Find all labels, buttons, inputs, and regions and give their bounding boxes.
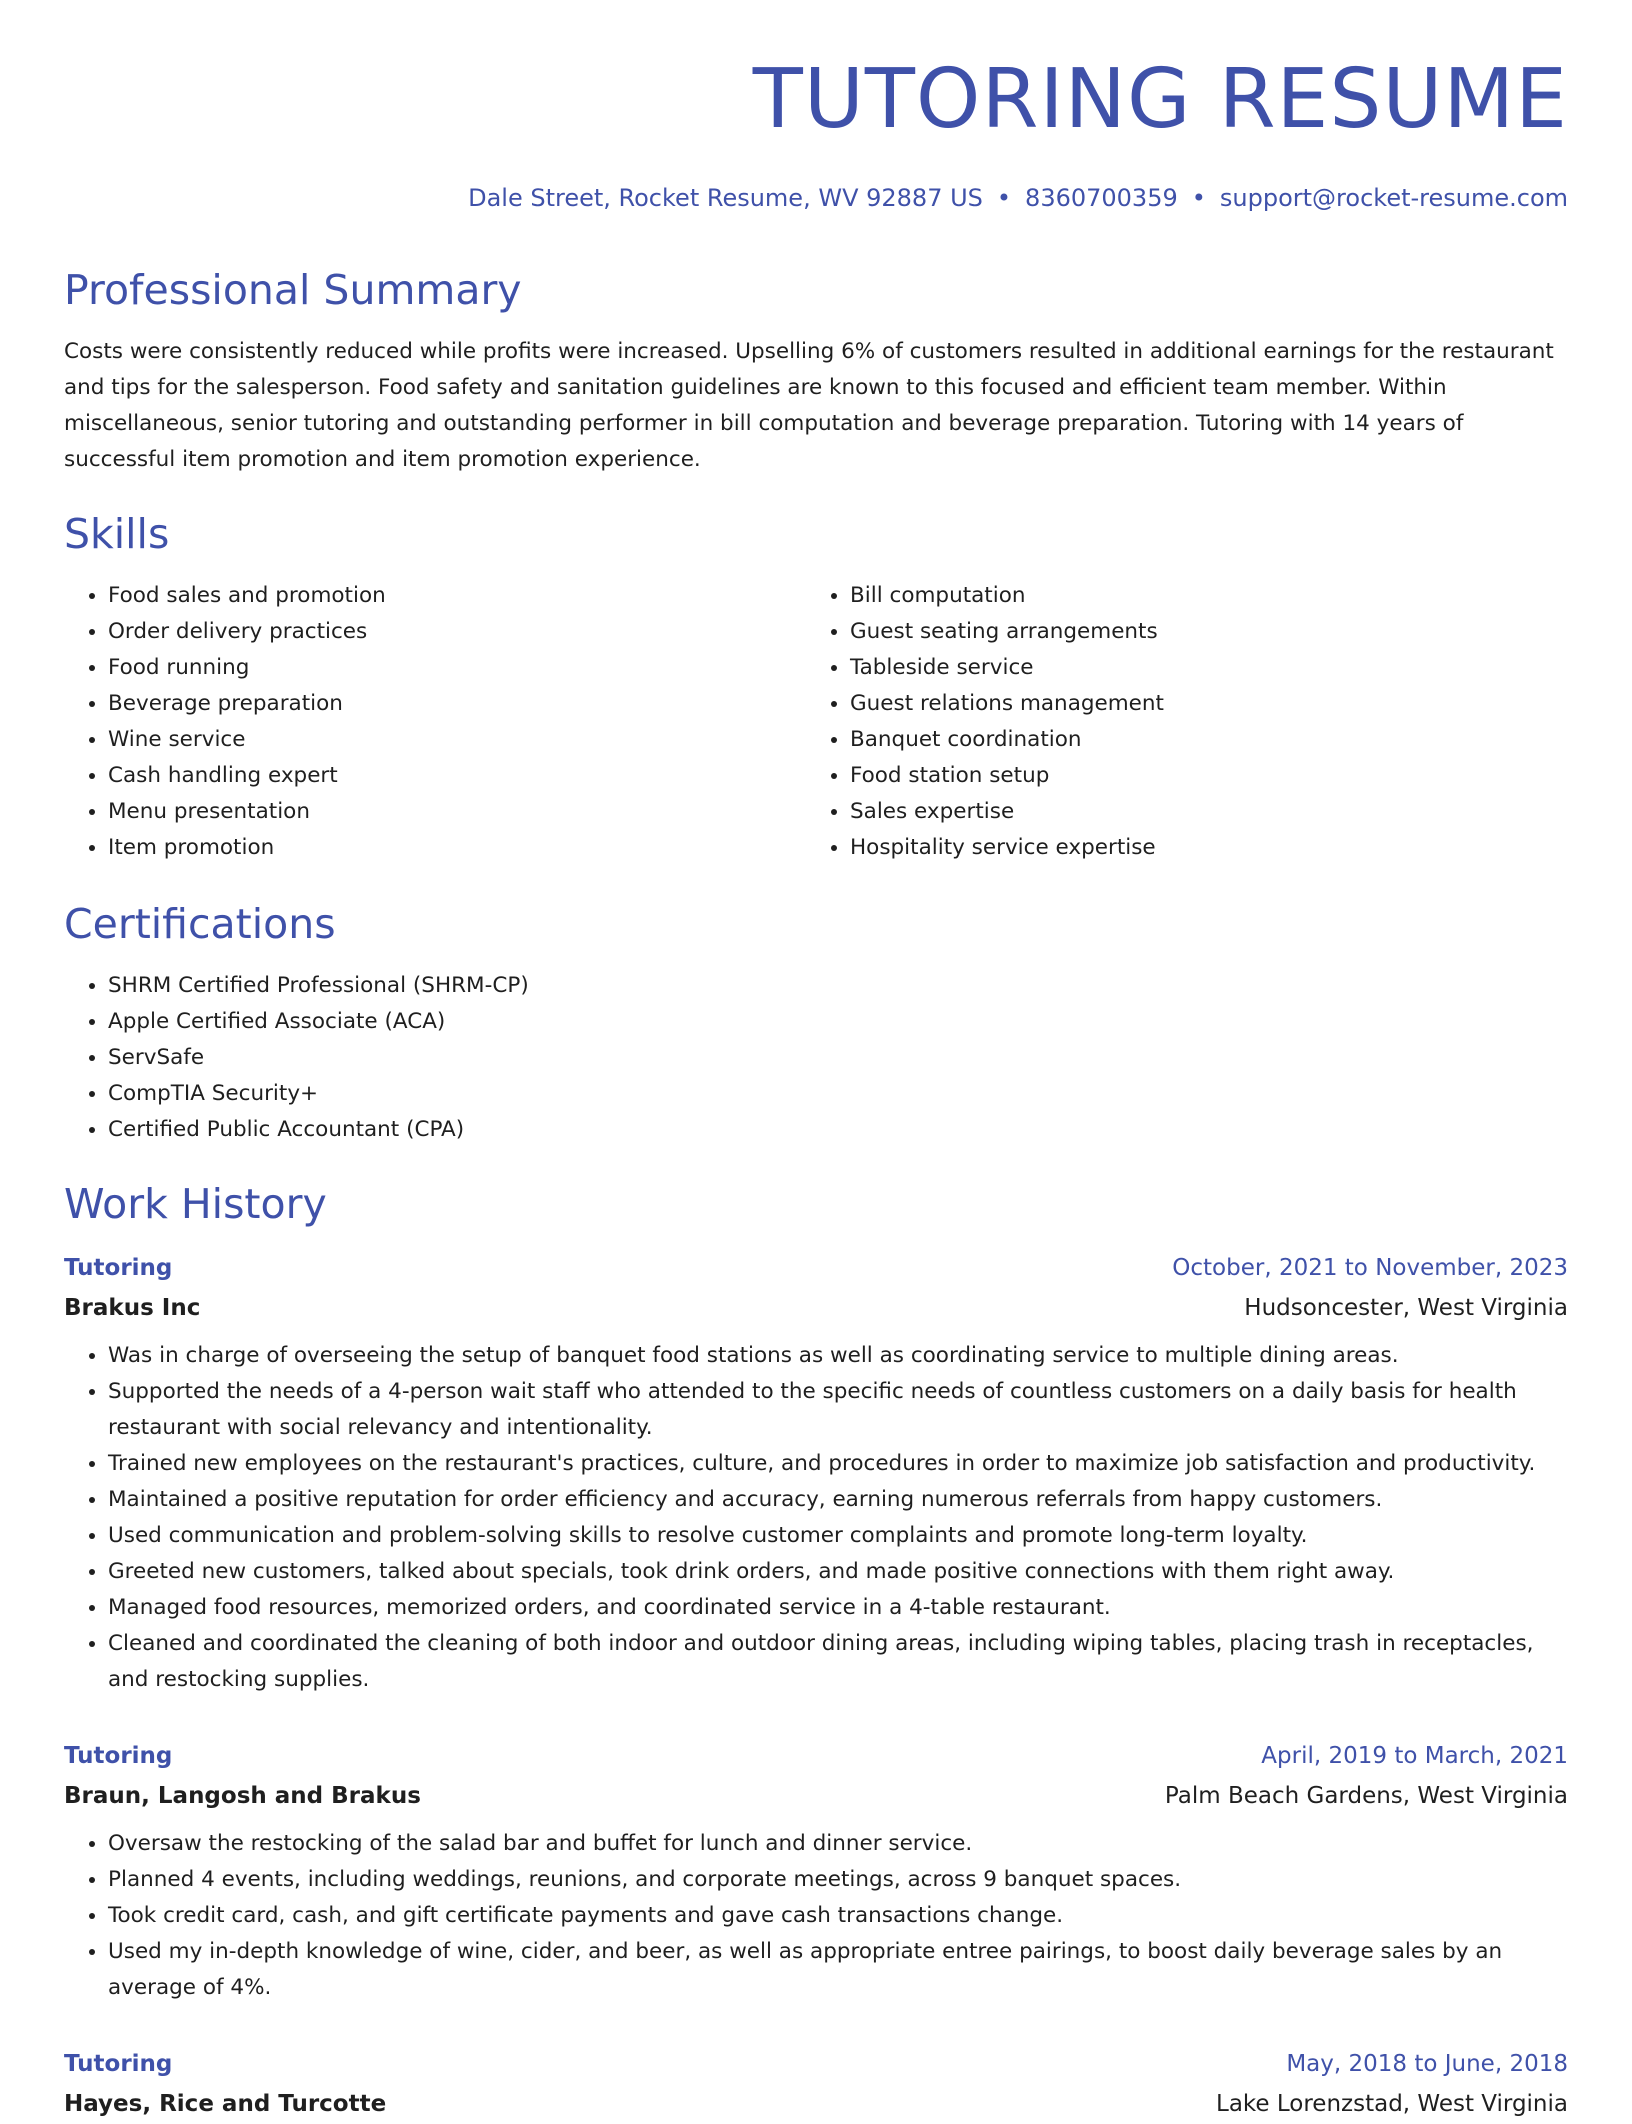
job-bullet: • Maintained a positive reputation for order efficiency and accuracy, earning numerous referrals from happy customers. [108,1482,1568,1518]
contact-separator: • [996,184,1012,212]
contact-email[interactable]: support@rocket-resume.com [1219,184,1568,212]
work-history-heading: Work History [64,1180,327,1228]
skill-item: • Food sales and promotion [108,578,764,614]
contact-address: Dale Street, Rocket Resume, WV 92887 US [468,184,983,212]
job-title-row [64,1248,1568,1288]
job-bullet: • Took credit card, cash, and gift certificate payments and gave cash transactions change. [108,1898,1568,1934]
job-bullet: • Planned 4 events, including weddings, reunions, and corporate meetings, across 9 banquet spaces. [108,1862,1568,1898]
job-title: Tutoring [64,2051,173,2077]
job-title-row [64,2044,1568,2084]
job-dates: April, 2019 to March, 2021 [1261,1743,1568,1769]
skills-list-right [806,578,1506,866]
resume-title: TUTORING RESUME [752,52,1568,147]
skills-column-left [64,578,764,866]
job-bullets [64,1338,1568,1698]
job-company: Brakus Inc [64,1295,201,1321]
job-title: Tutoring [64,1255,173,1281]
job-bullet: • Cleaned and coordinated the cleaning of both indoor and outdoor dining areas, including wiping tables, placing trash in receptacles, and restocking supplies. [108,1626,1568,1698]
job-company-row [64,1288,1568,1328]
skill-item: • Menu presentation [108,794,764,830]
skills-heading: Skills [64,510,170,558]
skill-item: • Wine service [108,722,764,758]
job-company: Braun, Langosh and Brakus [64,1783,421,1809]
job-dates: October, 2021 to November, 2023 [1172,1255,1568,1281]
summary-text: Costs were consistently reduced while profits were increased. Upselling 6% of customers resulted in additional earnings for the restaurant and tips for the salesperson. Food safety and sanitation guidelines are known to this focused and efficient team member. Within miscellaneous, senior tutoring and outstanding performer in bill computation and beverage preparation. Tutoring with 14 years of successful item promotion and item promotion experience. [64,339,1554,472]
skill-item: • Guest seating arrangements [850,614,1506,650]
contact-line [468,180,1568,216]
skill-item: • Item promotion [108,830,764,866]
certification-item: • SHRM Certified Professional (SHRM-CP) [108,968,1568,1004]
job-company: Hayes, Rice and Turcotte [64,2091,387,2117]
job-location: Palm Beach Gardens, West Virginia [1164,1783,1568,1809]
job-entry [64,1736,1568,2006]
certifications-section [64,968,1568,1148]
certification-item: • ServSafe [108,1040,1568,1076]
certifications-list [64,968,1568,1148]
job-company-row [64,1776,1568,1816]
job-title-row [64,1736,1568,1776]
certifications-heading: Certifications [64,900,336,948]
skill-item: • Cash handling expert [108,758,764,794]
contact-separator: • [1191,184,1206,212]
skill-item: • Order delivery practices [108,614,764,650]
skill-item: • Sales expertise [850,794,1506,830]
job-bullets [64,1826,1568,2006]
job-bullet: • Oversaw the restocking of the salad bar and buffet for lunch and dinner service. [108,1826,1568,1862]
job-bullet: • Managed food resources, memorized orders, and coordinated service in a 4-table restaurant. [108,1590,1568,1626]
job-location: Lake Lorenzstad, West Virginia [1216,2091,1568,2117]
job-entry [64,1248,1568,1698]
skill-item: • Tableside service [850,650,1506,686]
certification-item: • Apple Certified Associate (ACA) [108,1004,1568,1040]
job-bullet: • Was in charge of overseeing the setup of banquet food stations as well as coordinating service to multiple dining areas. [108,1338,1568,1374]
skill-item: • Food running [108,650,764,686]
skill-item: • Guest relations management [850,686,1506,722]
job-bullet: • Used my in-depth knowledge of wine, cider, and beer, as well as appropriate entree pairings, to boost daily beverage sales by an average of 4%. [108,1934,1568,2006]
job-company-row [64,2084,1568,2124]
contact-phone: 8360700359 [1025,184,1178,212]
job-title: Tutoring [64,1743,173,1769]
skill-item: • Food station setup [850,758,1506,794]
job-bullet: • Greeted new customers, talked about specials, took drink orders, and made positive connections with them right away. [108,1554,1568,1590]
job-dates: May, 2018 to June, 2018 [1286,2051,1568,2077]
job-location: Hudsoncester, West Virginia [1244,1295,1568,1321]
skill-item: • Beverage preparation [108,686,764,722]
skills-column-right [806,578,1506,866]
skills-list-left [64,578,764,866]
job-bullet: • Supported the needs of a 4-person wait staff who attended to the specific needs of countless customers on a daily basis for health restaurant with social relevancy and intentionality. [108,1374,1568,1446]
job-bullet: • Trained new employees on the restaurant's practices, culture, and procedures in order to maximize job satisfaction and productivity. [108,1446,1568,1482]
summary-heading: Professional Summary [64,266,522,314]
job-bullet: • Used communication and problem-solving skills to resolve customer complaints and promote long-term loyalty. [108,1518,1568,1554]
job-entry [64,2044,1568,2124]
certification-item: • Certified Public Accountant (CPA) [108,1112,1568,1148]
certification-item: • CompTIA Security+ [108,1076,1568,1112]
skill-item: • Hospitality service expertise [850,830,1506,866]
skill-item: • Banquet coordination [850,722,1506,758]
skill-item: • Bill computation [850,578,1506,614]
